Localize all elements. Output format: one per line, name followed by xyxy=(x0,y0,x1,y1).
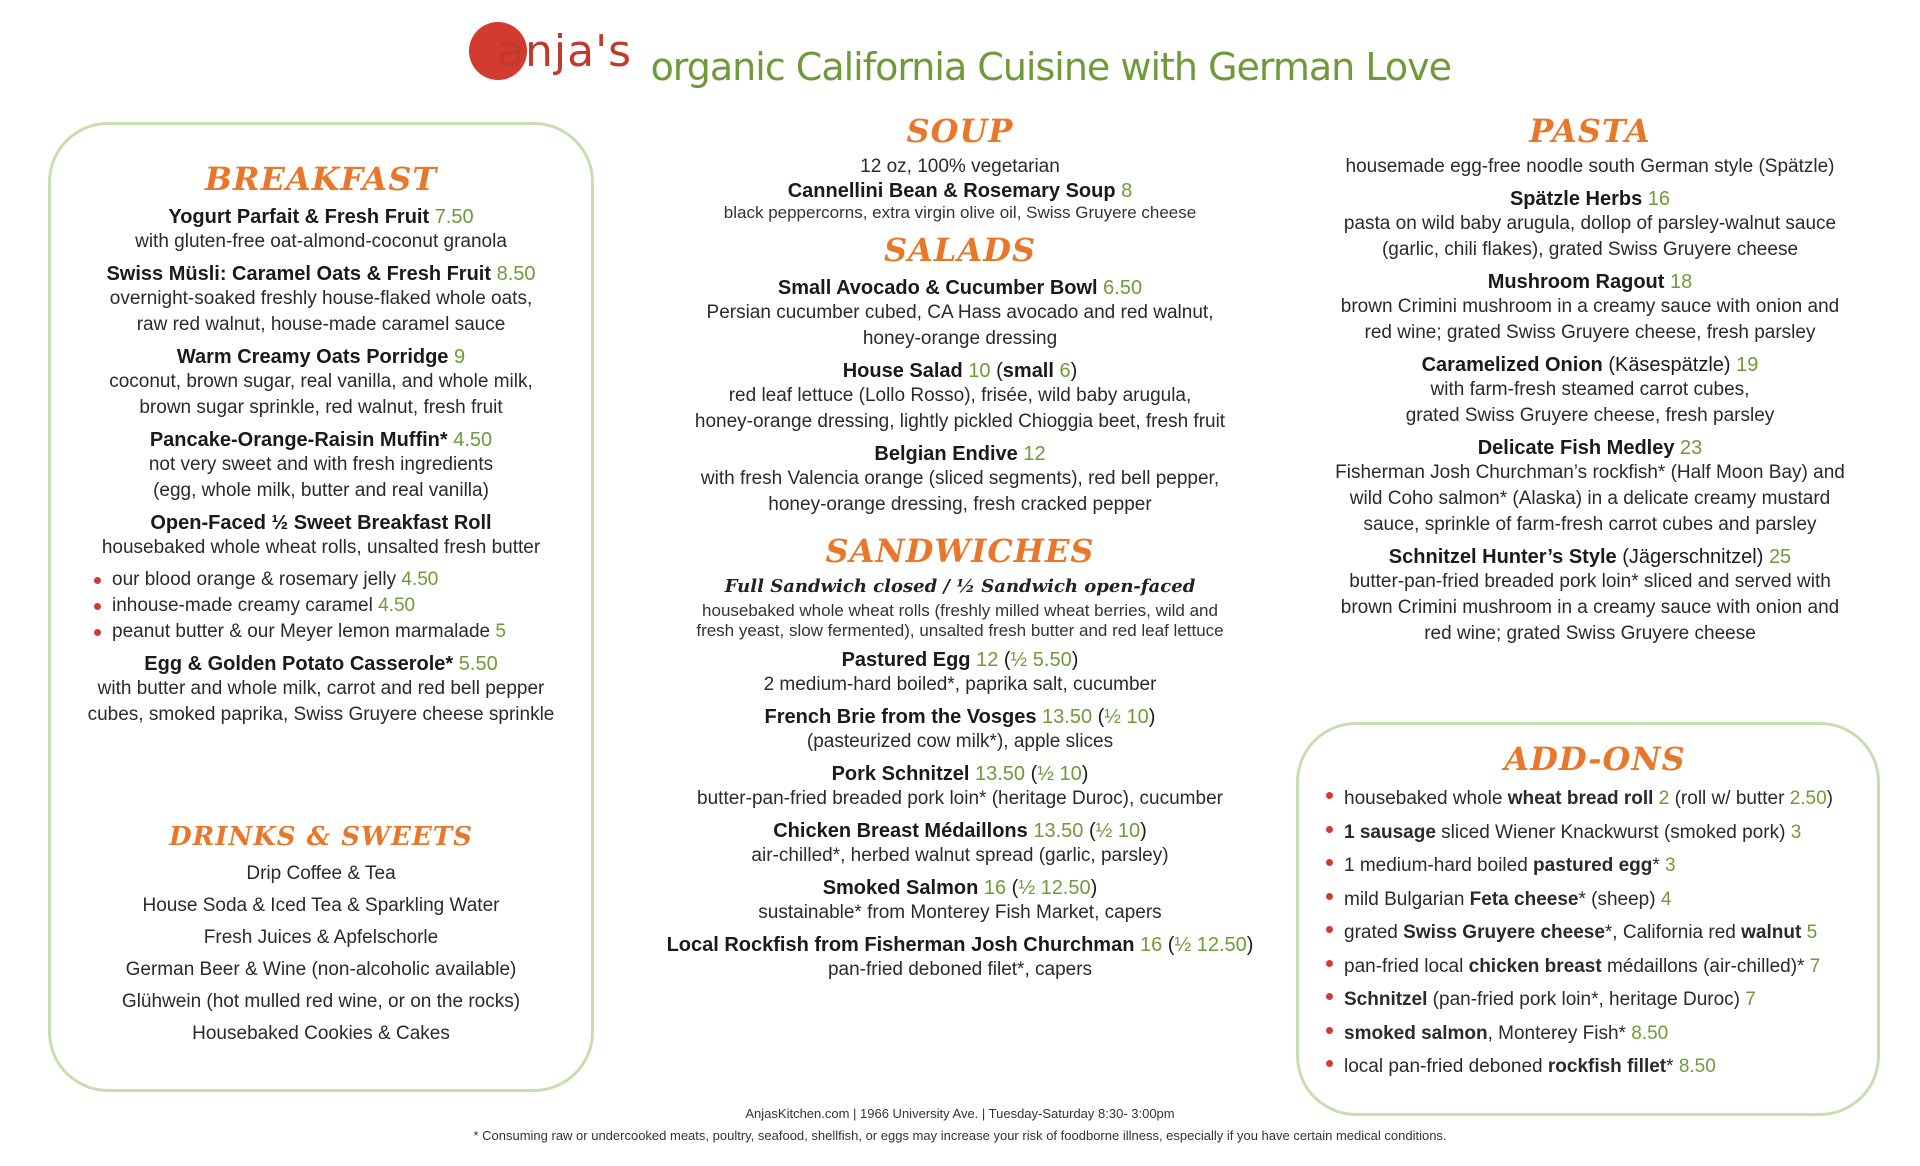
sandwiches-intro: housebaked whole wheat rolls (freshly milled wheat berries, wild and xyxy=(702,601,1218,620)
price: 7.50 xyxy=(434,206,474,228)
logo-text: anja's xyxy=(497,25,633,77)
footer-disclaimer: * Consuming raw or undercooked meats, poultry, seafood, shellfish, or eggs may increase your risk of foodborne illness, especially if you have certain medical conditions. xyxy=(473,1128,1447,1143)
breakfast-item xyxy=(60,429,582,504)
breakfast-item-desc: not very sweet and with fresh ingredients xyxy=(148,454,494,475)
drinks-section xyxy=(60,822,582,1050)
pasta-section xyxy=(1300,112,1880,647)
pasta-item-desc: (garlic, chili flakes), grated Swiss Gruyere cheese xyxy=(1381,239,1799,260)
sandwich-item-desc: butter-pan-fried breaded pork loin* (heritage Duroc), cucumber xyxy=(697,788,1223,809)
sandwich-item xyxy=(650,934,1270,983)
soup-item-name: Cannellini Bean & Rosemary Soup 8 xyxy=(787,180,1133,202)
sandwich-item-name: Pork Schnitzel 13.50 (½ 10) xyxy=(831,763,1089,785)
sandwiches-title: SANDWICHES xyxy=(825,532,1095,570)
pasta-item-desc: grated Swiss Gruyere cheese, fresh parsley xyxy=(1405,405,1775,426)
pasta-item-desc: Fisherman Josh Churchman’s rockfish* (Half Moon Bay) and xyxy=(1335,462,1845,483)
addon-item: mild Bulgarian Feta cheese* (sheep) 4 xyxy=(1322,883,1880,917)
sandwich-item xyxy=(650,649,1270,698)
pasta-item-desc: sauce, sprinkle of farm-fresh carrot cubes and parsley xyxy=(1363,514,1817,535)
breakfast-item xyxy=(60,263,582,338)
drink-item: House Soda & Iced Tea & Sparkling Water xyxy=(142,895,500,916)
pasta-item-desc: red wine; grated Swiss Gruyere cheese, fresh parsley xyxy=(1364,322,1816,343)
breakfast-item-desc: with butter and whole milk, carrot and red bell pepper xyxy=(97,678,545,699)
breakfast-item-name: Swiss Müsli: Caramel Oats & Fresh Fruit 8.50 xyxy=(106,263,536,285)
breakfast-item xyxy=(60,346,582,421)
breakfast-item-desc: (egg, whole milk, butter and real vanilla) xyxy=(153,480,489,501)
sandwich-item-name: French Brie from the Vosges 13.50 (½ 10) xyxy=(764,706,1156,728)
breakfast-item-name: Pancake-Orange-Raisin Muffin* 4.50 xyxy=(149,429,493,451)
sandwich-item xyxy=(650,763,1270,812)
tagline: organic California Cuisine with German Love xyxy=(650,45,1451,89)
pasta-item-desc: red wine; grated Swiss Gruyere cheese xyxy=(1424,623,1756,644)
sandwich-item xyxy=(650,706,1270,755)
sandwich-item xyxy=(650,877,1270,926)
salads-title: SALADS xyxy=(883,231,1037,269)
salad-item xyxy=(650,277,1270,352)
addon-item: housebaked whole wheat bread roll 2 (roll w/ butter 2.50) xyxy=(1322,782,1880,816)
breakfast-item-desc: housebaked whole wheat rolls, unsalted fresh butter xyxy=(101,537,541,558)
salad-item-desc: red leaf lettuce (Lollo Rosso), frisée, wild baby arugula, xyxy=(728,385,1192,406)
pasta-item xyxy=(1300,354,1880,429)
roll-option: inhouse-made creamy caramel 4.50 xyxy=(90,593,582,619)
pasta-title: PASTA xyxy=(1529,112,1651,150)
addon-item: Schnitzel (pan-fried pork loin*, heritage Duroc) 7 xyxy=(1322,983,1880,1017)
addon-item: grated Swiss Gruyere cheese*, California red walnut 5 xyxy=(1322,916,1880,950)
salad-item-name: Small Avocado & Cucumber Bowl 6.50 xyxy=(777,277,1143,299)
salad-item xyxy=(650,360,1270,435)
addon-item: 1 medium-hard boiled pastured egg* 3 xyxy=(1322,849,1880,883)
sandwich-item xyxy=(650,820,1270,869)
breakfast-item xyxy=(60,512,582,561)
sandwich-item-name: Pastured Egg 12 (½ 5.50) xyxy=(841,649,1079,671)
breakfast-item xyxy=(60,653,582,728)
pasta-item xyxy=(1300,546,1880,647)
pasta-item-desc: pasta on wild baby arugula, dollop of parsley-walnut sauce xyxy=(1343,213,1837,234)
breakfast-item-name: Egg & Golden Potato Casserole* 5.50 xyxy=(144,653,498,675)
sandwich-item-name: Local Rockfish from Fisherman Josh Churchman 16 (½ 12.50) xyxy=(666,934,1254,956)
addon-item: 1 sausage sliced Wiener Knackwurst (smoked pork) 3 xyxy=(1322,816,1880,850)
sandwich-item-desc: sustainable* from Monterey Fish Market, capers xyxy=(758,902,1162,923)
drink-item: Drip Coffee & Tea xyxy=(246,863,396,884)
brand-logo xyxy=(469,22,632,80)
footer-info: AnjasKitchen.com | 1966 University Ave. | Tuesday-Saturday 8:30- 3:00pm xyxy=(745,1106,1175,1121)
addons-section xyxy=(1310,740,1880,1084)
addon-item: pan-fried local chicken breast médaillons (air-chilled)* 7 xyxy=(1322,950,1880,984)
price: 9 xyxy=(454,346,466,368)
breakfast-item-desc: overnight-soaked freshly house-flaked whole oats, xyxy=(109,288,533,309)
drinks-title: DRINKS & SWEETS xyxy=(169,822,473,852)
salad-item-desc: honey-orange dressing, lightly pickled Chioggia beet, fresh fruit xyxy=(694,411,1226,432)
roll-options-list xyxy=(90,567,582,645)
pasta-item-desc: brown Crimini mushroom in a creamy sauce with onion and xyxy=(1340,296,1840,317)
pasta-item-name: Mushroom Ragout 18 xyxy=(1487,271,1693,293)
soup-item-desc: black peppercorns, extra virgin olive oil, Swiss Gruyere cheese xyxy=(723,203,1197,222)
addon-item: smoked salmon, Monterey Fish* 8.50 xyxy=(1322,1017,1880,1051)
breakfast-item-desc: with gluten-free oat-almond-coconut granola xyxy=(135,231,507,252)
pasta-item xyxy=(1300,437,1880,538)
breakfast-item-desc: coconut, brown sugar, real vanilla, and whole milk, xyxy=(109,371,533,392)
breakfast-item-name: Open-Faced ½ Sweet Breakfast Roll xyxy=(150,512,492,534)
pasta-item-desc: brown Crimini mushroom in a creamy sauce with onion and xyxy=(1340,597,1840,618)
pasta-item-name: Caramelized Onion (Käsespätzle) 19 xyxy=(1421,354,1759,376)
breakfast-item-desc: brown sugar sprinkle, red walnut, fresh fruit xyxy=(139,397,503,418)
salad-item-name: Belgian Endive 12 xyxy=(874,443,1046,465)
soup-subtitle: 12 oz, 100% vegetarian xyxy=(860,156,1060,177)
menu-header xyxy=(0,22,1920,92)
pasta-item xyxy=(1300,188,1880,263)
soup-section xyxy=(650,112,1270,983)
price: 8.50 xyxy=(496,263,536,285)
soup-title: SOUP xyxy=(906,112,1014,150)
sandwich-item-name: Smoked Salmon 16 (½ 12.50) xyxy=(822,877,1098,899)
drink-item: Glühwein (hot mulled red wine, or on the rocks) xyxy=(121,991,521,1012)
pasta-subtitle: housemade egg-free noodle south German style (Spätzle) xyxy=(1345,156,1835,177)
salad-item-desc: honey-orange dressing, fresh cracked pepper xyxy=(768,494,1152,515)
addons-title: ADD-ONS xyxy=(1504,740,1686,778)
sandwiches-intro-2: fresh yeast, slow fermented), unsalted fresh butter and red leaf lettuce xyxy=(696,621,1224,640)
pasta-item-desc: wild Coho salmon* (Alaska) in a delicate creamy mustard xyxy=(1349,488,1831,509)
roll-option: peanut butter & our Meyer lemon marmalade 5 xyxy=(90,619,582,645)
addons-list xyxy=(1322,782,1880,1084)
price: 4.50 xyxy=(453,429,493,451)
sandwich-item-desc: (pasteurized cow milk*), apple slices xyxy=(806,731,1114,752)
breakfast-item-name: Warm Creamy Oats Porridge 9 xyxy=(176,346,466,368)
sandwich-item-desc: pan-fried deboned filet*, capers xyxy=(827,959,1093,980)
sandwiches-subtitle: Full Sandwich closed / ½ Sandwich open-faced xyxy=(724,576,1196,597)
salad-item-desc: honey-orange dressing xyxy=(862,328,1058,349)
drink-item: German Beer & Wine (non-alcoholic available) xyxy=(125,959,517,980)
breakfast-item xyxy=(60,206,582,255)
pasta-item-desc: with farm-fresh steamed carrot cubes, xyxy=(1430,379,1750,400)
pasta-item xyxy=(1300,271,1880,346)
breakfast-section xyxy=(60,160,582,728)
breakfast-item-desc: raw red walnut, house-made caramel sauce xyxy=(136,314,506,335)
breakfast-item-desc: cubes, smoked paprika, Swiss Gruyere cheese sprinkle xyxy=(87,704,555,725)
breakfast-title: BREAKFAST xyxy=(204,160,438,198)
salad-item-desc: Persian cucumber cubed, CA Hass avocado and red walnut, xyxy=(706,302,1214,323)
pasta-item-desc: butter-pan-fried breaded pork loin* sliced and served with xyxy=(1349,571,1831,592)
salad-item xyxy=(650,443,1270,518)
breakfast-item-name: Yogurt Parfait & Fresh Fruit 7.50 xyxy=(168,206,474,228)
price: 5.50 xyxy=(458,653,498,675)
pasta-item-name: Spätzle Herbs 16 xyxy=(1509,188,1671,210)
roll-option: our blood orange & rosemary jelly 4.50 xyxy=(90,567,582,593)
salad-item-desc: with fresh Valencia orange (sliced segments), red bell pepper, xyxy=(700,468,1220,489)
sandwich-item-desc: air-chilled*, herbed walnut spread (garlic, parsley) xyxy=(751,845,1169,866)
drink-item: Fresh Juices & Apfelschorle xyxy=(203,927,439,948)
pasta-item-name: Schnitzel Hunter’s Style (Jägerschnitzel) 25 xyxy=(1388,546,1792,568)
salad-item-name: House Salad 10 (small 6) xyxy=(842,360,1078,382)
sandwich-item-name: Chicken Breast Médaillons 13.50 (½ 10) xyxy=(773,820,1147,842)
sandwich-item-desc: 2 medium-hard boiled*, paprika salt, cucumber xyxy=(763,674,1157,695)
addon-item: local pan-fried deboned rockfish fillet* 8.50 xyxy=(1322,1050,1880,1084)
pasta-item-name: Delicate Fish Medley 23 xyxy=(1477,437,1703,459)
drink-item: Housebaked Cookies & Cakes xyxy=(192,1023,450,1044)
